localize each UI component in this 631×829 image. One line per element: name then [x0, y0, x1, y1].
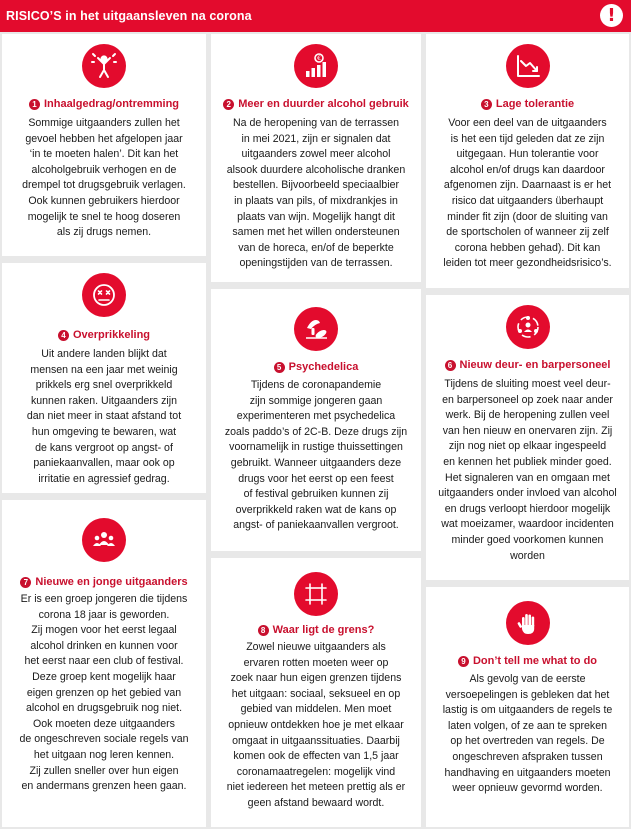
card-number: 3 — [481, 99, 492, 110]
rising-price-chart-icon — [294, 44, 338, 88]
stop-hand-icon — [506, 601, 550, 645]
risk-card-3 — [426, 34, 629, 288]
risk-card-7 — [2, 500, 206, 827]
card-title-text: Nieuw deur- en barpersoneel — [459, 359, 611, 371]
card-title-text: Overprikkeling — [72, 329, 151, 341]
card-number: 1 — [29, 99, 40, 110]
card-title-text: Psychedelica — [288, 361, 359, 373]
header-banner — [0, 0, 631, 32]
card-title — [211, 361, 421, 373]
card-number: 9 — [458, 656, 469, 667]
page-title: RISICO’S in het uitgaansleven na corona — [6, 9, 252, 23]
mushroom-pill-icon — [294, 307, 338, 351]
dizzy-face-icon — [82, 273, 126, 317]
card-title — [2, 329, 206, 341]
card-body: Er is een groep jongeren die tijdens corona 18 jaar is geworden. Zij mogen voor het eerst legaal alcohol drinken en kunnen voor het eerst naar een club of festival. Deze groep kent mogelijk haar eigen grenzen op het gebied van alcohol en drugsgebruik nog niet. Ook moeten deze uitgaanders de ongeschreven sociale regels van het uitgaan nog leren kennen. Zij zullen sneller over hun eigen en andermans grenzen heen gaan. — [19, 593, 189, 793]
card-body: Tijdens de sluiting moest veel deur- en barpersoneel op zoek naar ander werk. Bij de heropening zullen veel van hen nieuw en onervaren zijn. Zij zijn nog niet op elkaar ingespeeld en kennen het publiek minder goed. Het signaleren van en omgaan met uitgaanders onder invloed van alcohol en drugs verloopt hierdoor mogelijk wat moeizamer, waardoor incidenten minder goed voorkomen kunnen worden — [438, 378, 617, 562]
card-title — [426, 655, 629, 667]
svg-text:€: € — [317, 55, 321, 63]
dancing-person-icon — [82, 44, 126, 88]
card-title-text: Inhaalgedrag/ontremming — [43, 98, 180, 110]
card-number: 4 — [58, 330, 69, 341]
risk-card-9 — [426, 587, 629, 827]
risk-card-4 — [2, 263, 206, 493]
card-title — [426, 359, 629, 371]
card-title — [426, 98, 629, 110]
card-title-text: Lage tolerantie — [495, 98, 575, 110]
card-body: Sommige uitgaanders zullen het gevoel hebben het afgelopen jaar ‘in te moeten halen’. Dit kan het alcoholgebruik verhogen en de drempel tot drugsgebruik verlagen. Ook kunnen gebruikers hierdoor mogelijk te snel te hoog doseren als zij drugs nemen. — [22, 117, 186, 239]
card-title-text: Don’t tell me what to do — [472, 655, 598, 667]
declining-chart-icon — [506, 44, 550, 88]
risk-card-5 — [211, 289, 421, 551]
risk-card-6 — [426, 295, 629, 580]
staff-rotation-icon — [506, 305, 550, 349]
card-title-text: Meer en duurder alcohol gebruik — [238, 98, 409, 110]
card-body: Tijdens de coronapandemie zijn sommige jongeren gaan experimenteren met psychedelica zoals paddo’s of 2C-B. Deze drugs zijn voornamelijk in rustige thuissettingen gebruikt. Wanneer uitgaanders deze drugs voor het eerst op een feest of festival gebruiken kunnen zij overprikkeld raken wat de kans op angst- of paniekaanvallen vergroot. — [224, 379, 408, 532]
group-people-icon — [82, 518, 126, 562]
card-body: Als gevolg van de eerste versoepelingen is gebleken dat het lastig is om uitgaanders de regels te laten volgen, of ze aan te spreken op het overtreden van regels. De ongeschreven afspraken tussen handhaving en uitgaanders moeten weer opnieuw gevormd worden. — [442, 673, 613, 795]
boundary-square-icon — [294, 572, 338, 616]
card-body: Zowel nieuwe uitgaanders als ervaren rotten moeten weer op zoek naar hun eigen grenzen tijdens het uitgaan: sociaal, seksueel en op gebied van middelen. Men moet opnieuw ontdekken hoe je met elkaar omgaat in uitgaanssituaties. Daarbij komen ook de effecten van 1,5 jaar coronamaatregelen: mogelijk vind niet iedereen het meteen prettig als er geen afstand bewaard wordt. — [226, 641, 406, 809]
risk-card-1 — [2, 34, 206, 256]
alert-icon: ! — [600, 4, 623, 27]
card-title — [211, 98, 421, 110]
card-title — [2, 576, 206, 588]
card-title — [211, 624, 421, 636]
card-title-text: Waar ligt de grens? — [272, 624, 375, 636]
card-body: Voor een deel van de uitgaanders is het een tijd geleden dat ze zijn uitgegaan. Hun tolerantie voor alcohol en/of drugs kan daardoor afgenomen zijn. Daarnaast is er het risico dat uitgaanders überhaupt minder fit zijn (door de sluiting van de sportscholen of wanneer zij zelf corona hebben gehad). Dit kan leiden tot meer gezondheidsrisico’s. — [443, 117, 612, 270]
card-body: Uit andere landen blijkt dat mensen na een jaar met weinig prikkels erg snel overprikkeld kunnen raken. Uitgaanders zijn dan niet meer in staat afstand tot hun omgeving te bewaren, wat de kans vergroot op angst- of paniekaanvallen, maar ook op irritatie en agressief gedrag. — [26, 348, 182, 485]
card-number: 7 — [20, 577, 31, 588]
card-body: Na de heropening van de terrassen in mei 2021, zijn er signalen dat uitgaanders zowel meer alcohol alsook duurdere alcoholische dranken bestellen. Bijvoorbeeld speciaalbier in plaats van pils, of mixdrankjes in plaats van wijn. Mogelijk hangt dit samen met het willen ondersteunen van de horeca, en/of de beperkte openingstijden van de terrassen. — [226, 117, 406, 270]
card-number: 5 — [274, 362, 285, 373]
risk-card-8 — [211, 558, 421, 827]
card-number: 2 — [223, 99, 234, 110]
card-number: 6 — [445, 360, 456, 371]
risk-card-2 — [211, 34, 421, 282]
card-number: 8 — [258, 625, 269, 636]
card-title-text: Nieuwe en jonge uitgaanders — [35, 576, 188, 588]
card-title — [2, 98, 206, 110]
